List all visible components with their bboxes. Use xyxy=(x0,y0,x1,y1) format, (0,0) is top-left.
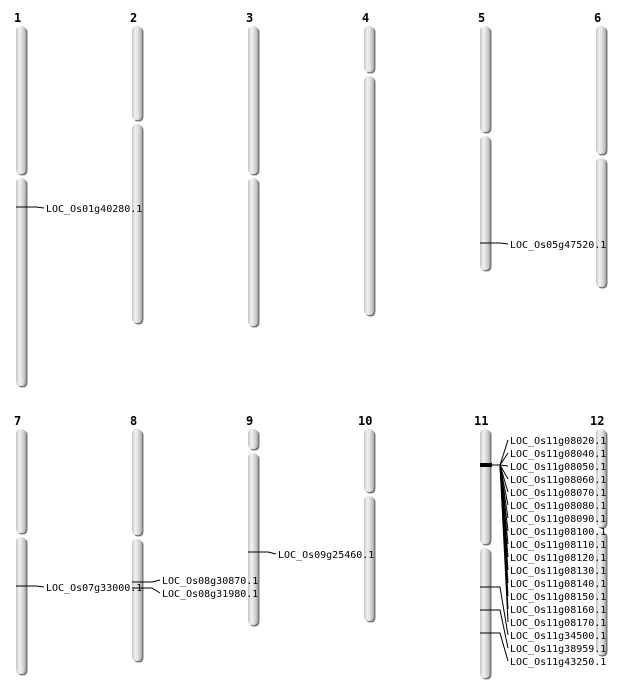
chromosome-short-arm xyxy=(364,26,374,72)
chromosome-label: 12 xyxy=(590,414,605,428)
chromosome-label: 4 xyxy=(362,11,370,25)
gene-label: LOC_Os11g34500.1 xyxy=(510,631,607,642)
gene-marker-group xyxy=(16,204,606,668)
gene-label: LOC_Os11g08020.1 xyxy=(510,436,607,447)
chromosome-short-arm xyxy=(16,26,26,174)
gene-label: LOC_Os11g08060.1 xyxy=(510,475,607,486)
chromosome-short-arm xyxy=(248,26,258,174)
chromosome-11 xyxy=(474,414,492,680)
gene-label: LOC_Os11g38959.1 xyxy=(510,644,607,655)
gene-leader-line xyxy=(34,207,44,208)
gene-label: LOC_Os11g08050.1 xyxy=(510,462,607,473)
chromosome-5 xyxy=(478,11,492,272)
chromosome-short-arm xyxy=(480,429,490,544)
chromosome-short-arm xyxy=(596,26,606,154)
gene-marker xyxy=(16,204,142,215)
gene-leader-line xyxy=(150,580,160,582)
chromosome-1 xyxy=(14,11,28,388)
chromosome-label: 6 xyxy=(594,11,602,25)
gene-label: LOC_Os11g08140.1 xyxy=(510,579,607,590)
chromosome-long-arm xyxy=(16,537,26,674)
chromosome-long-arm xyxy=(480,548,490,678)
gene-label: LOC_Os11g08070.1 xyxy=(510,488,607,499)
chromosome-long-arm xyxy=(480,136,490,270)
chromosome-long-arm xyxy=(596,158,606,287)
chromosome-2 xyxy=(130,11,144,325)
gene-label: LOC_Os08g31980.1 xyxy=(162,589,259,600)
gene-label: LOC_Os11g08110.1 xyxy=(510,540,607,551)
gene-marker xyxy=(132,588,258,600)
gene-label: LOC_Os11g08100.1 xyxy=(510,527,607,538)
chromosome-short-arm xyxy=(364,429,374,492)
chromosome-10 xyxy=(358,414,376,623)
chromosome-8 xyxy=(130,414,144,663)
chromosome-label: 7 xyxy=(14,414,22,428)
gene-label: LOC_Os11g08130.1 xyxy=(510,566,607,577)
gene-leader-line xyxy=(34,586,44,587)
gene-marker xyxy=(480,462,606,473)
gene-label: LOC_Os11g08150.1 xyxy=(510,592,607,603)
chromosome-long-arm xyxy=(248,178,258,326)
gene-marker xyxy=(132,576,258,587)
gene-label: LOC_Os11g08160.1 xyxy=(510,605,607,616)
chromosome-label: 3 xyxy=(246,11,254,25)
gene-label: LOC_Os07g33000.1 xyxy=(46,583,143,594)
chromosome-4 xyxy=(362,11,376,317)
gene-marker xyxy=(480,240,606,251)
chromosome-short-arm xyxy=(480,26,490,132)
gene-label: LOC_Os11g43250.1 xyxy=(510,657,607,668)
gene-label: LOC_Os11g08090.1 xyxy=(510,514,607,525)
chromosome-short-arm xyxy=(132,429,142,535)
chromosome-short-arm xyxy=(132,26,142,120)
gene-leader-line xyxy=(498,633,508,661)
gene-label: LOC_Os08g30870.1 xyxy=(162,576,259,587)
gene-label: LOC_Os11g08120.1 xyxy=(510,553,607,564)
gene-leader-line xyxy=(498,243,508,244)
chromosome-long-arm xyxy=(16,178,26,386)
gene-leader-line xyxy=(498,465,508,479)
chromosome-long-arm xyxy=(132,124,142,323)
gene-label: LOC_Os11g08170.1 xyxy=(510,618,607,629)
chromosome-label: 1 xyxy=(14,11,22,25)
chromosome-short-arm xyxy=(248,429,258,449)
gene-marker xyxy=(16,583,142,594)
chromosome-label: 10 xyxy=(358,414,373,428)
chromosome-label: 8 xyxy=(130,414,138,428)
gene-label: LOC_Os11g08080.1 xyxy=(510,501,607,512)
gene-label: LOC_Os01g40280.1 xyxy=(46,204,143,215)
chromosome-7 xyxy=(14,414,28,676)
chromosome-label: 5 xyxy=(478,11,486,25)
chromosome-label: 2 xyxy=(130,11,138,25)
chromosome-short-arm xyxy=(16,429,26,533)
gene-leader-line xyxy=(150,588,160,593)
gene-leader-line xyxy=(266,552,276,554)
gene-cluster-marker xyxy=(480,463,492,467)
gene-label: LOC_Os09g25460.1 xyxy=(278,550,375,561)
chromosome-3 xyxy=(246,11,260,328)
chromosome-long-arm xyxy=(132,539,142,661)
chromosome-label: 9 xyxy=(246,414,254,428)
gene-label: LOC_Os11g08040.1 xyxy=(510,449,607,460)
gene-marker xyxy=(248,550,374,561)
chromosome-long-arm xyxy=(364,76,374,315)
gene-label: LOC_Os05g47520.1 xyxy=(510,240,607,251)
chromosome-label: 11 xyxy=(474,414,489,428)
